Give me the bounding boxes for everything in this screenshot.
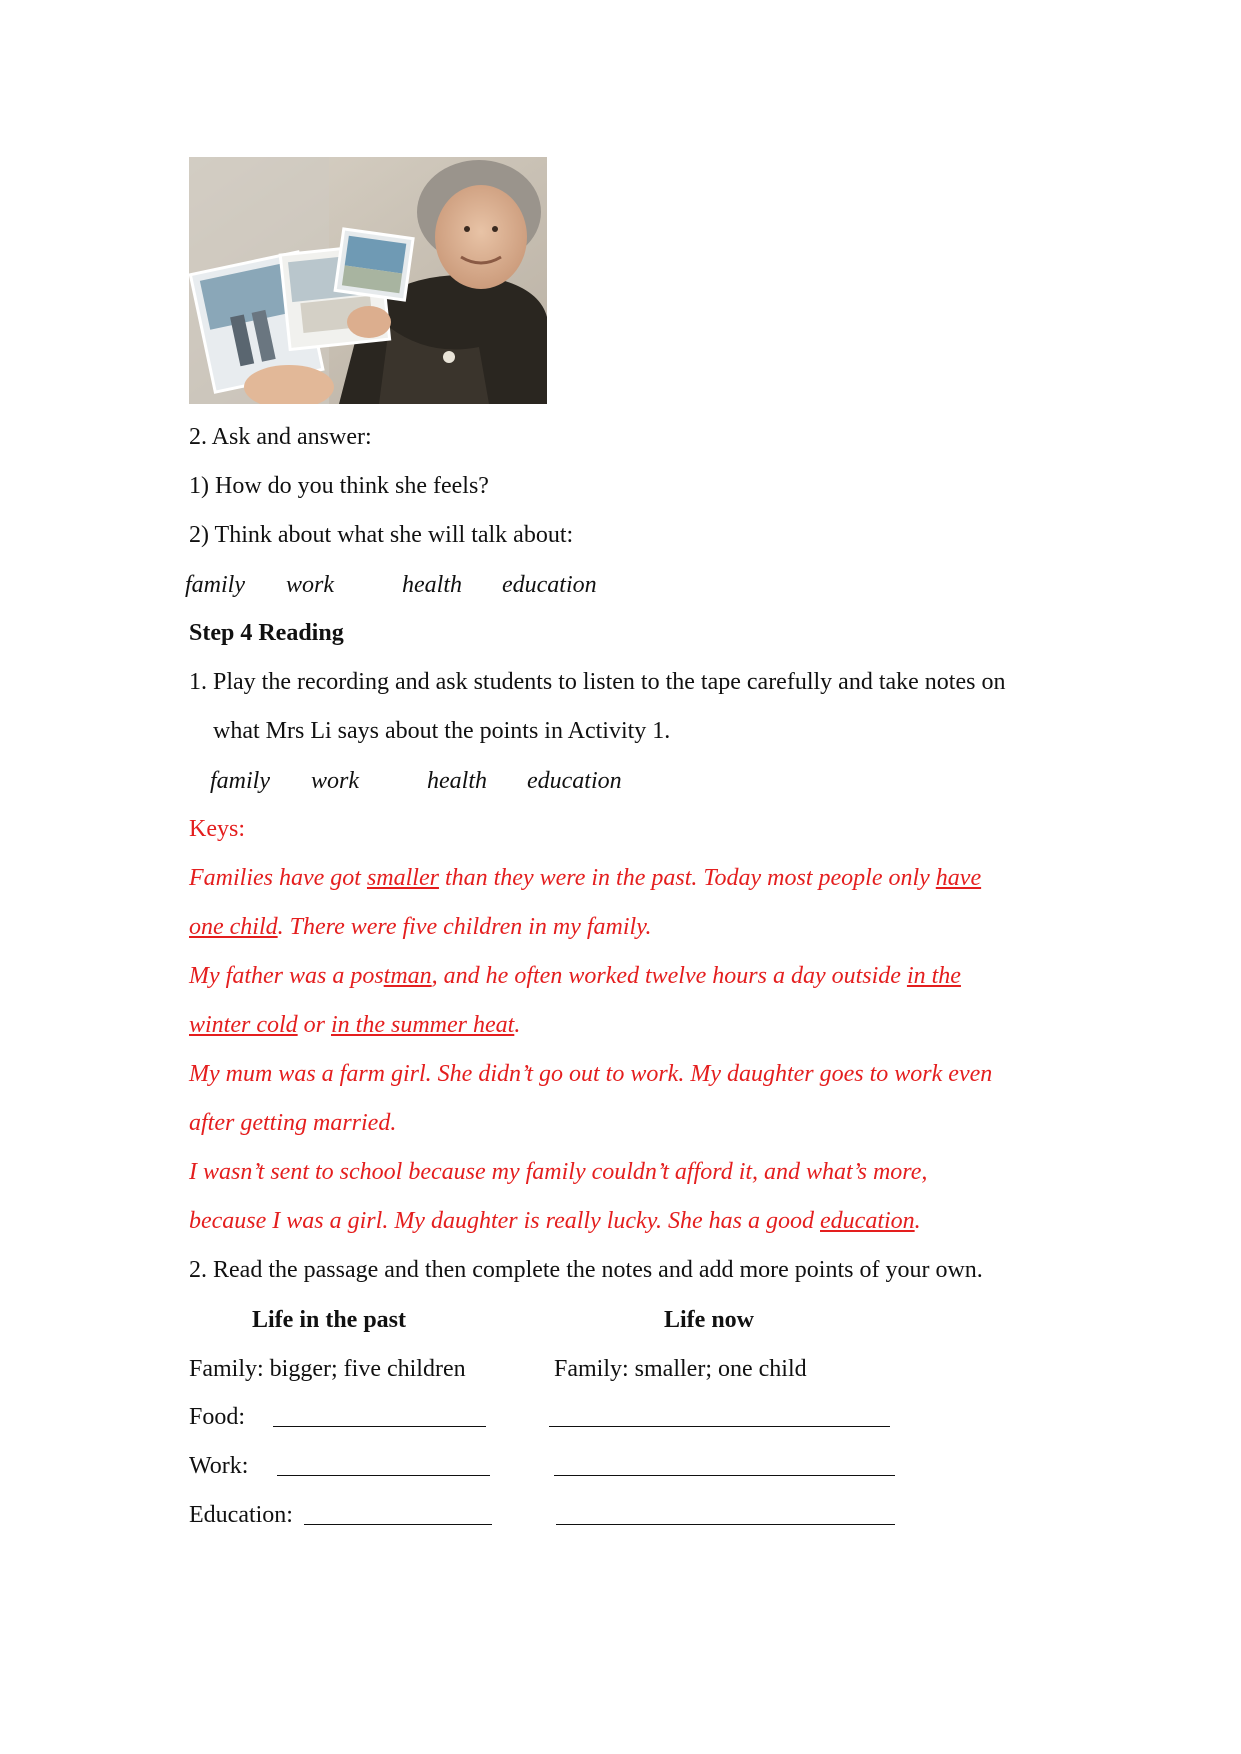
key-text: My father was a pos (189, 963, 384, 989)
work-now-blank[interactable] (554, 1451, 895, 1484)
option-family: family (185, 572, 245, 598)
topic-options (185, 570, 597, 600)
keys-label: Keys: (189, 816, 245, 842)
key-text: Families have got (189, 865, 367, 891)
question-2: 2) Think about what she will talk about: (189, 522, 574, 548)
key-text: because I was a girl. My daughter is really lucky. She has a good (189, 1208, 821, 1234)
food-label: Food: (189, 1404, 246, 1430)
header-life-past: Life in the past (252, 1307, 407, 1333)
family-past: Family: bigger; five children (189, 1356, 466, 1382)
key-work-line2 (189, 1010, 520, 1040)
key-answer: in the summer heat (331, 1012, 515, 1038)
key-text: . (914, 1208, 921, 1234)
education-label: Education: (189, 1502, 293, 1528)
key-answer: in the (906, 963, 961, 989)
food-now-blank[interactable] (549, 1402, 890, 1435)
option-work: work (311, 768, 359, 794)
key-education-line1: I wasn’t sent to school because my family couldn’t afford it, and what’s more, (189, 1159, 928, 1185)
key-answer: smaller (366, 865, 439, 891)
work-label: Work: (189, 1453, 249, 1479)
photo-woman-with-pictures (189, 157, 547, 404)
step4-title: Step 4 Reading (189, 620, 344, 646)
education-now-blank[interactable] (556, 1500, 895, 1533)
key-text: or (297, 1012, 331, 1038)
option-family: family (210, 768, 270, 794)
family-now: Family: smaller; one child (554, 1356, 807, 1382)
key-text: . (514, 1012, 521, 1038)
option-work: work (286, 572, 334, 598)
header-life-now: Life now (664, 1307, 754, 1333)
key-answer: tman (383, 963, 432, 989)
key-text: than they were in the past. Today most people only (438, 865, 936, 891)
key-text: . There were five children in my family. (277, 914, 652, 940)
option-health: health (427, 768, 487, 794)
key-mum-line1: My mum was a farm girl. She didn’t go out to work. My daughter goes to work even (189, 1061, 993, 1087)
step4-instruction-line2: what Mrs Li says about the points in Activity 1. (213, 718, 671, 744)
option-health: health (402, 572, 462, 598)
key-answer: have (935, 865, 982, 891)
food-past-blank[interactable] (273, 1402, 486, 1435)
key-work-line1 (189, 961, 961, 991)
step4-instruction-2: 2. Read the passage and then complete the notes and add more points of your own. (189, 1257, 983, 1283)
key-text: , and he often worked twelve hours a day outside (431, 963, 907, 989)
step4-instruction-line1: 1. Play the recording and ask students to listen to the tape carefully and take notes on (189, 669, 1006, 695)
key-mum-line2: after getting married. (189, 1110, 397, 1136)
key-answer: education (820, 1208, 915, 1234)
section2-heading: 2. Ask and answer: (189, 424, 372, 450)
key-answer: one child (189, 914, 278, 940)
option-education: education (502, 572, 597, 598)
key-family-line1 (189, 863, 981, 893)
step4-topic-options (210, 766, 622, 796)
key-education-line2 (189, 1206, 921, 1236)
key-answer: winter cold (189, 1012, 298, 1038)
education-past-blank[interactable] (304, 1500, 492, 1533)
option-education: education (527, 768, 622, 794)
work-past-blank[interactable] (277, 1451, 490, 1484)
key-family-line2 (189, 912, 652, 942)
question-1: 1) How do you think she feels? (189, 473, 489, 499)
